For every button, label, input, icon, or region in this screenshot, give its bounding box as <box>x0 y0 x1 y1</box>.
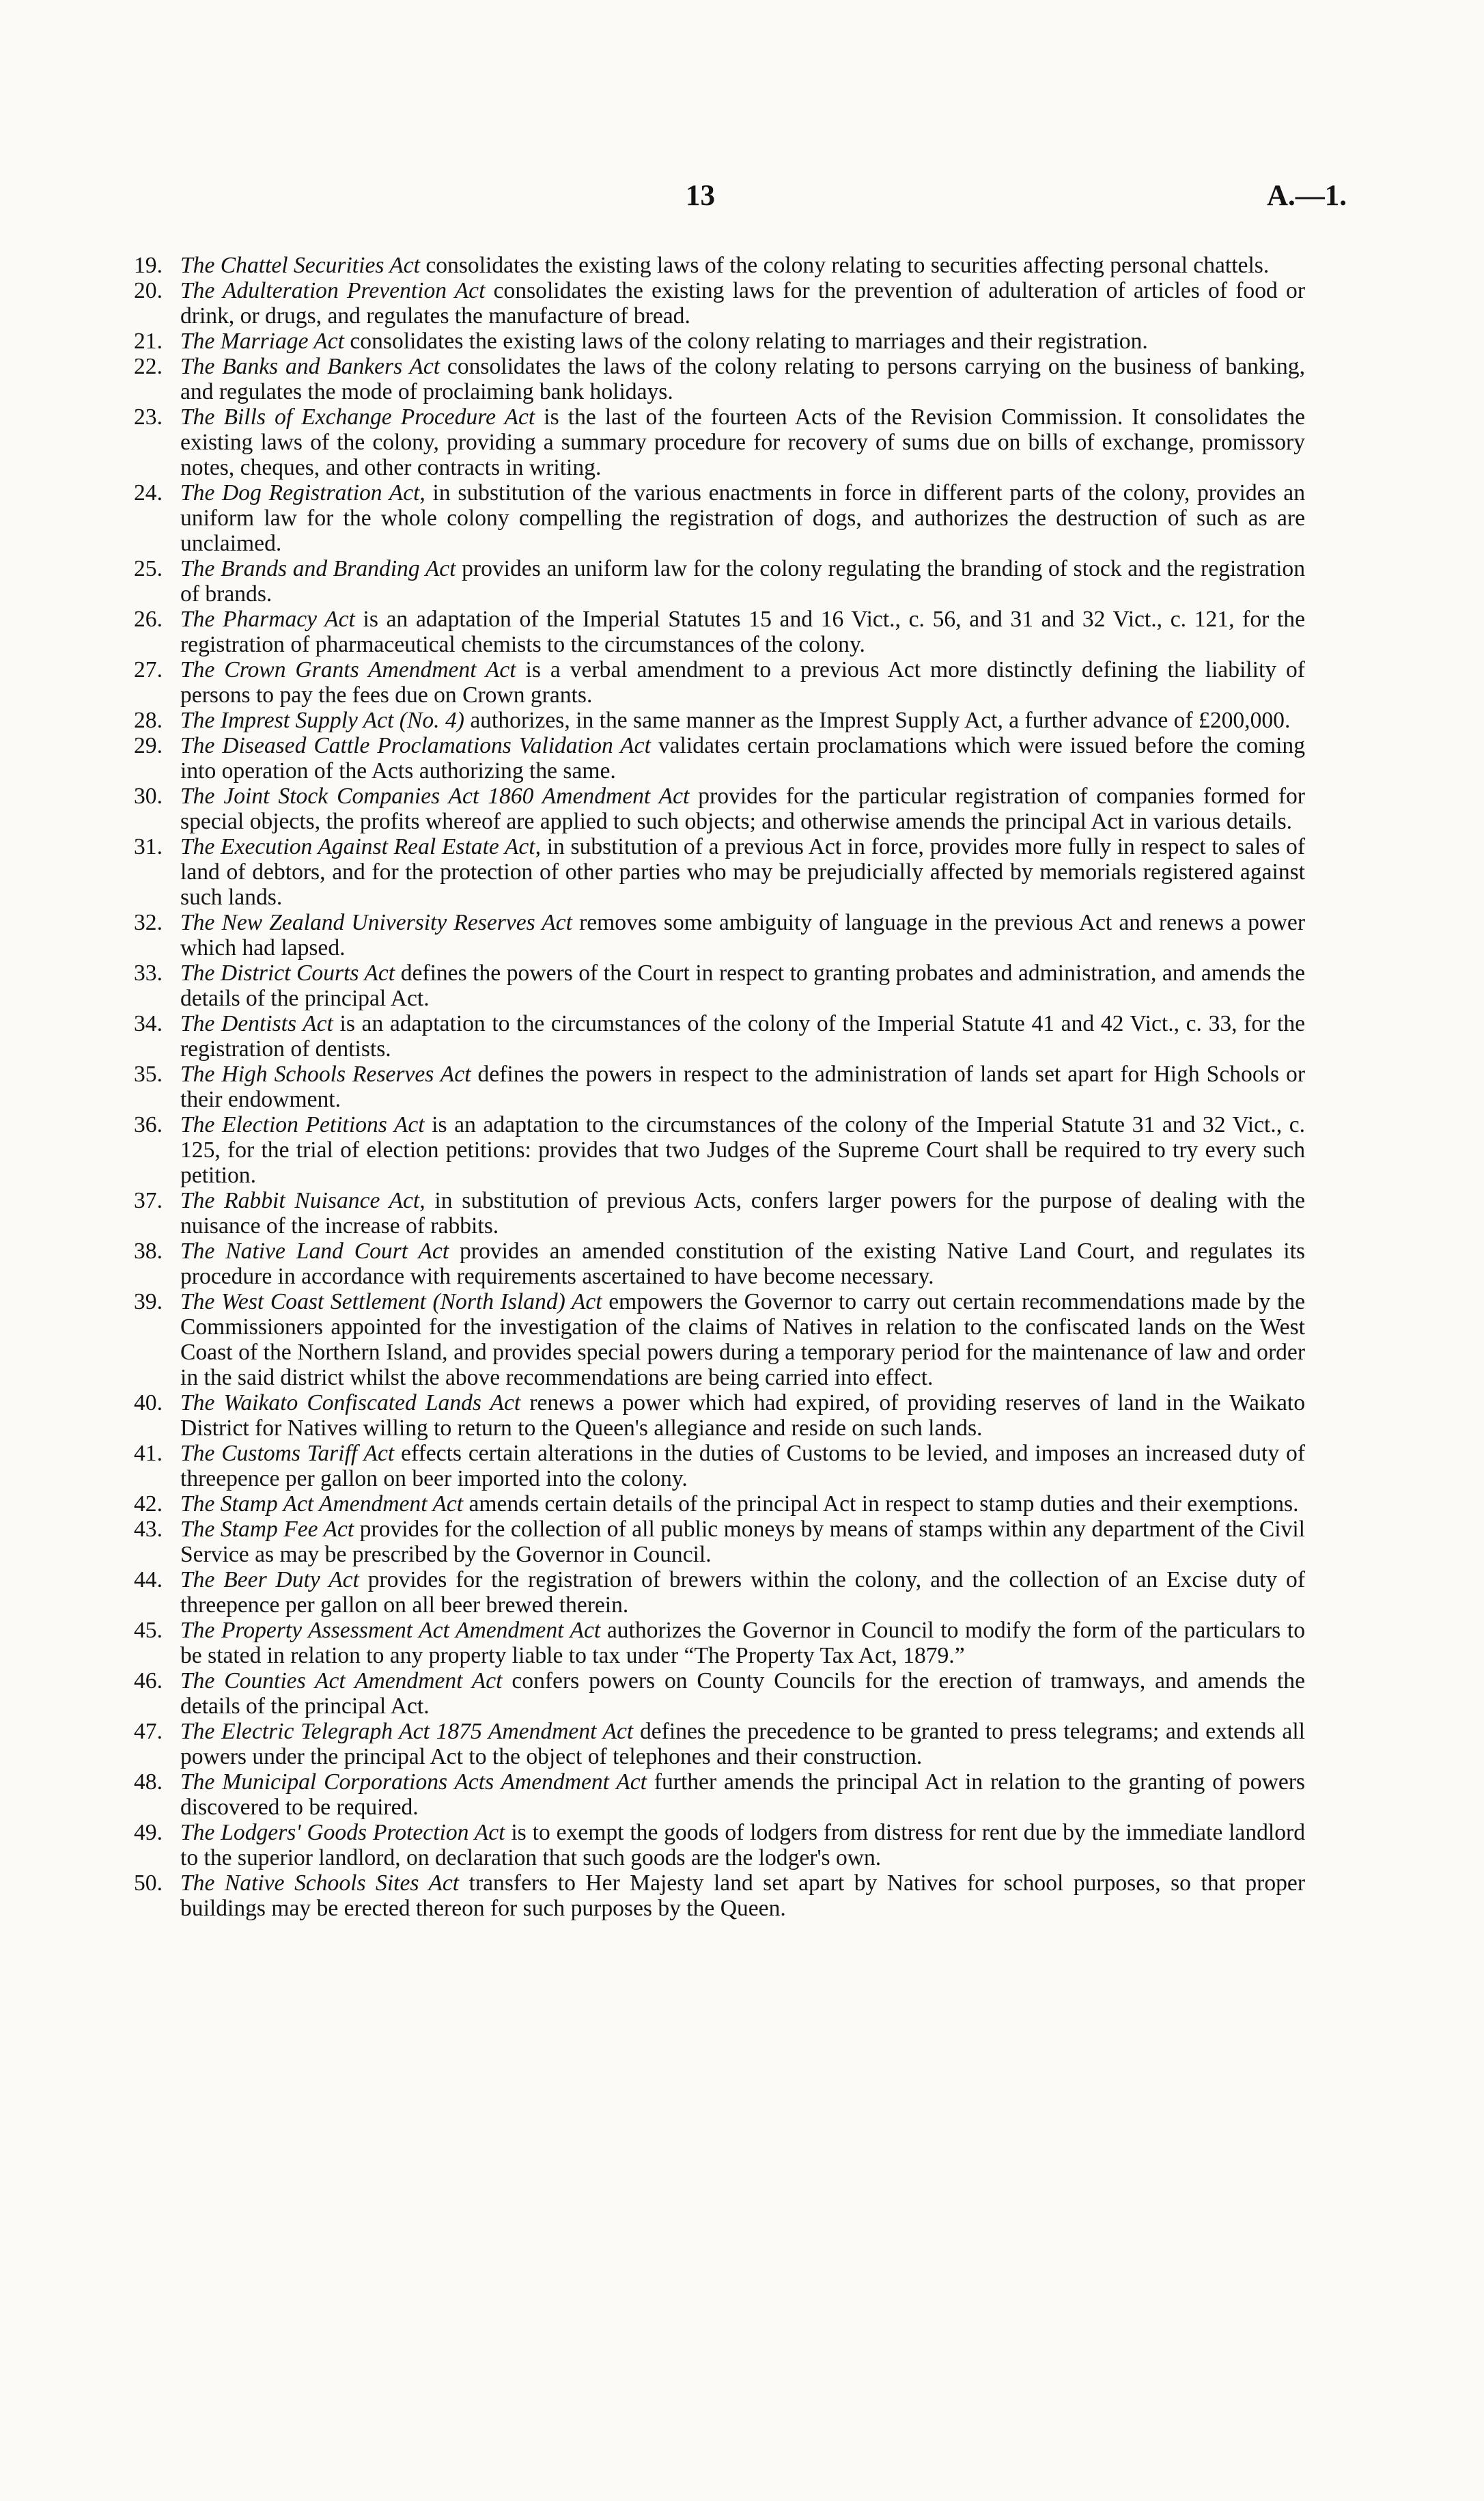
list-item <box>134 1870 1305 1921</box>
list-item <box>134 1491 1305 1517</box>
act-description: validates certain proclamations which were issued before the coming into operation of the Acts authorizing the same. <box>180 733 1306 784</box>
act-description: in substitution of a previous Act in force, provides more fully in respect to sales of land of debtors, and for the protection of other parties who may be prejudicially affected by memorials registered against such lands. <box>180 834 1306 910</box>
item-number: 21. <box>134 329 163 354</box>
act-title: The Brands and Branding Act <box>180 556 456 581</box>
list-item <box>134 961 1305 1011</box>
list-item <box>134 1769 1305 1820</box>
act-description: transfers to Her Majesty land set apart by Natives for school purposes, so that proper buildings may be erected thereon for such purposes by the Queen. <box>180 1870 1306 1921</box>
act-title: The Crown Grants Amendment Act <box>180 657 516 682</box>
act-title: The Rabbit Nuisance Act, <box>180 1188 425 1213</box>
item-number: 32. <box>134 910 163 935</box>
item-number: 25. <box>134 556 163 581</box>
list-item <box>134 708 1305 733</box>
item-number: 48. <box>134 1769 163 1795</box>
act-description: further amends the principal Act in relation to the granting of powers discovered to be required. <box>180 1769 1305 1820</box>
item-number: 29. <box>134 733 163 758</box>
list-item <box>134 1390 1305 1441</box>
list-item <box>134 354 1305 404</box>
item-number: 26. <box>134 607 163 632</box>
act-list <box>134 253 1305 1921</box>
act-title: The Native Land Court Act <box>180 1239 449 1264</box>
act-title: The Election Petitions Act <box>180 1112 425 1137</box>
list-item <box>134 1062 1305 1112</box>
item-number: 28. <box>134 708 163 733</box>
act-description: provides for the particular registration of companies formed for special objects, the profits whereof are applied to such objects; and otherwise amends the principal Act in various details. <box>180 784 1305 834</box>
list-item <box>134 1441 1305 1491</box>
act-description: authorizes, in the same manner as the Imprest Supply Act, a further advance of £200,000. <box>464 708 1291 733</box>
item-number: 45. <box>134 1618 163 1643</box>
act-title: The High Schools Reserves Act <box>180 1062 471 1087</box>
act-description: defines the powers of the Court in respect to granting probates and administration, and amends the details of the principal Act. <box>180 961 1306 1011</box>
list-item <box>134 1188 1305 1239</box>
item-number: 43. <box>134 1517 163 1542</box>
page-header <box>0 179 1484 220</box>
item-number: 33. <box>134 961 163 986</box>
act-description: in substitution of the various enactments in force in different parts of the colony, provides an uniform law for the whole colony compelling the registration of dogs, and authorizes the destruction of such as are unclaimed. <box>180 480 1305 556</box>
act-title: The Waikato Confiscated Lands Act <box>180 1390 521 1415</box>
list-item <box>134 733 1305 784</box>
item-number: 46. <box>134 1668 163 1694</box>
item-number: 20. <box>134 278 163 303</box>
act-title: The Counties Act Amendment Act <box>180 1668 503 1694</box>
list-item <box>134 1239 1305 1289</box>
item-number: 47. <box>134 1719 163 1744</box>
list-item <box>134 784 1305 834</box>
act-description: is an adaptation to the circumstances of the colony of the Imperial Statute 31 and 32 Vict., c. 125, for the trial of election petitions: provides that two Judges of the Supreme Court shall be required to try every such petition. <box>180 1112 1305 1188</box>
act-title: The Chattel Securities Act <box>180 253 420 278</box>
list-item <box>134 607 1305 657</box>
list-item <box>134 834 1305 910</box>
act-description: consolidates the laws of the colony relating to persons carrying on the business of banking, and regulates the mode of proclaiming bank holidays. <box>180 354 1305 404</box>
act-title: The Customs Tariff Act <box>180 1441 395 1466</box>
list-item <box>134 657 1305 708</box>
list-item <box>134 1668 1305 1719</box>
act-description: provides for the collection of all public moneys by means of stamps within any department of the Civil Service as may be prescribed by the Governor in Council. <box>180 1517 1305 1567</box>
act-description: is a verbal amendment to a previous Act more distinctly defining the liability of persons to pay the fees due on Crown grants. <box>180 657 1305 708</box>
act-description: in substitution of previous Acts, confers larger powers for the purpose of dealing with the nuisance of the increase of rabbits. <box>180 1188 1305 1239</box>
item-number: 41. <box>134 1441 163 1466</box>
page-number: 13 <box>686 180 715 212</box>
act-title: The Dog Registration Act, <box>180 480 425 506</box>
act-title: The Property Assessment Act Amendment Act <box>180 1618 601 1643</box>
list-item <box>134 1820 1305 1870</box>
act-title: The Imprest Supply Act (No. 4) <box>180 708 464 733</box>
act-title: The West Coast Settlement (North Island) Act <box>180 1289 602 1314</box>
list-item <box>134 1517 1305 1567</box>
act-title: The Native Schools Sites Act <box>180 1870 460 1896</box>
list-item <box>134 1112 1305 1188</box>
act-title: The Banks and Bankers Act <box>180 354 440 379</box>
act-description: consolidates the existing laws for the prevention of adulteration of articles of food or drink, or drugs, and regulates the manufacture of bread. <box>180 278 1305 329</box>
act-description: defines the powers in respect to the administration of lands set apart for High Schools or their endowment. <box>180 1062 1305 1112</box>
item-number: 36. <box>134 1112 163 1137</box>
list-item <box>134 480 1305 556</box>
item-number: 23. <box>134 404 163 430</box>
act-description: is an adaptation to the circumstances of the colony of the Imperial Statute 41 and 42 Vict., c. 33, for the registration of dentists. <box>180 1011 1306 1062</box>
act-title: The Electric Telegraph Act 1875 Amendment Act <box>180 1719 634 1744</box>
act-description: provides for the registration of brewers within the colony, and the collection of an Excise duty of threepence per gallon on all beer brewed therein. <box>180 1567 1306 1618</box>
act-description: is the last of the fourteen Acts of the Revision Commission. It consolidates the existing laws of the colony, providing a summary procedure for recovery of sums due on bills of exchange, promissory notes, cheques, and other contracts in writing. <box>180 404 1305 480</box>
list-item <box>134 1567 1305 1618</box>
item-number: 35. <box>134 1062 163 1087</box>
list-item <box>134 278 1305 329</box>
act-description: consolidates the existing laws of the colony relating to marriages and their registration. <box>344 329 1148 354</box>
act-description: is an adaptation of the Imperial Statutes 15 and 16 Vict., c. 56, and 31 and 32 Vict., c. 121, for the registration of pharmaceutical chemists to the circumstances of the colony. <box>180 607 1305 657</box>
act-title: The Stamp Act Amendment Act <box>180 1491 464 1517</box>
act-title: The Dentists Act <box>180 1011 333 1036</box>
act-description: provides an uniform law for the colony regulating the branding of stock and the registration of brands. <box>180 556 1305 607</box>
act-title: The Bills of Exchange Procedure Act <box>180 404 535 430</box>
item-number: 44. <box>134 1567 163 1592</box>
item-number: 39. <box>134 1289 163 1314</box>
act-description: consolidates the existing laws of the colony relating to securities affecting personal chattels. <box>419 253 1270 278</box>
item-number: 19. <box>134 253 163 278</box>
page-reference: A.—1. <box>1267 180 1347 212</box>
item-number: 37. <box>134 1188 163 1213</box>
act-title: The Marriage Act <box>180 329 344 354</box>
act-description: is to exempt the goods of lodgers from distress for rent due by the immediate landlord to the superior landlord, on declaration that such goods are the lodger's own. <box>180 1820 1305 1870</box>
act-title: The Diseased Cattle Proclamations Validation Act <box>180 733 651 758</box>
list-item <box>134 1719 1305 1769</box>
list-item <box>134 404 1305 480</box>
item-number: 38. <box>134 1239 163 1264</box>
list-item <box>134 253 1305 278</box>
act-title: The District Courts Act <box>180 961 395 986</box>
act-title: The Execution Against Real Estate Act, <box>180 834 542 859</box>
item-number: 34. <box>134 1011 163 1036</box>
item-number: 40. <box>134 1390 163 1415</box>
item-number: 31. <box>134 834 163 859</box>
item-number: 22. <box>134 354 163 379</box>
act-description: provides an amended constitution of the existing Native Land Court, and regulates its procedure in accordance with requirements ascertained to have become necessary. <box>180 1239 1305 1289</box>
act-description: amends certain details of the principal Act in respect to stamp duties and their exemptions. <box>463 1491 1299 1517</box>
item-number: 27. <box>134 657 163 682</box>
act-title: The Municipal Corporations Acts Amendment Act <box>180 1769 647 1795</box>
list-item <box>134 556 1305 607</box>
item-number: 30. <box>134 784 163 809</box>
act-title: The New Zealand University Reserves Act <box>180 910 572 935</box>
item-number: 24. <box>134 480 163 506</box>
act-description: defines the precedence to be granted to press telegrams; and extends all powers under the principal Act to the object of telephones and their construction. <box>180 1719 1305 1769</box>
act-title: The Joint Stock Companies Act 1860 Amendment Act <box>180 784 690 809</box>
act-description: authorizes the Governor in Council to modify the form of the particulars to be stated in relation to any property liable to tax under “The Property Tax Act, 1879.” <box>180 1618 1305 1668</box>
list-item <box>134 1618 1305 1668</box>
act-title: The Lodgers' Goods Protection Act <box>180 1820 505 1845</box>
act-title: The Beer Duty Act <box>180 1567 359 1592</box>
list-item <box>134 910 1305 961</box>
act-description: empowers the Governor to carry out certain recommendations made by the Commissioners appointed for the investigation of the claims of Natives in relation to the confiscated lands on the West Coast of the Northern Island, and provides special powers during a temporary period for the maintenance of law and order in the said district whilst the above recommendations are being carried into effect. <box>180 1289 1305 1390</box>
list-item <box>134 329 1305 354</box>
item-number: 50. <box>134 1870 163 1896</box>
act-description: confers powers on County Councils for the erection of tramways, and amends the details of the principal Act. <box>180 1668 1305 1719</box>
act-title: The Adulteration Prevention Act <box>180 278 486 303</box>
act-description: effects certain alterations in the duties of Customs to be levied, and imposes an increased duty of threepence per gallon on beer imported into the colony. <box>180 1441 1305 1491</box>
act-title: The Pharmacy Act <box>180 607 355 632</box>
item-number: 49. <box>134 1820 163 1845</box>
act-description: renews a power which had expired, of providing reserves of land in the Waikato District for Natives willing to return to the Queen's allegiance and reside on such lands. <box>180 1390 1306 1441</box>
act-title: The Stamp Fee Act <box>180 1517 354 1542</box>
act-description: removes some ambiguity of language in the previous Act and renews a power which had lapsed. <box>180 910 1306 961</box>
list-item <box>134 1011 1305 1062</box>
item-number: 42. <box>134 1491 163 1517</box>
list-item <box>134 1289 1305 1390</box>
